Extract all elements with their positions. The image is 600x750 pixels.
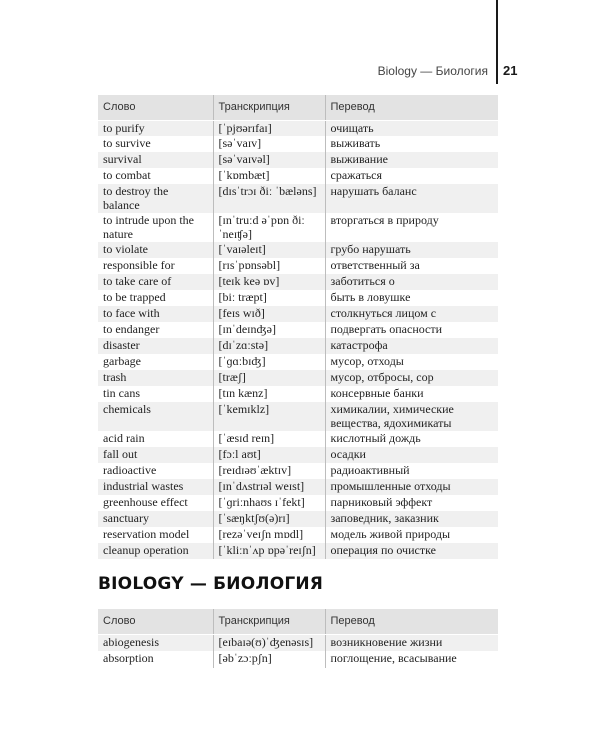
section-heading-biology: BIOLOGY — БИОЛОГИЯ: [98, 574, 324, 594]
cell-translation: кислотный дождь: [325, 431, 498, 447]
cell-word: fall out: [98, 447, 213, 463]
cell-translation: сражаться: [325, 168, 498, 184]
table-row: [98, 479, 498, 495]
table-header-row: [98, 609, 498, 634]
cell-word: to survive: [98, 136, 213, 152]
cell-translation: поглощение, всасывание: [325, 651, 498, 668]
table-row: [98, 120, 498, 136]
table-row: [98, 152, 498, 168]
cell-word: tin cans: [98, 386, 213, 402]
table-row: [98, 495, 498, 511]
table-row: [98, 634, 498, 651]
page-number: 21: [503, 63, 518, 78]
cell-word: to combat: [98, 168, 213, 184]
table-row: [98, 242, 498, 258]
table-row: [98, 431, 498, 447]
cell-transcription: [biː træpt]: [213, 290, 325, 306]
table-row: [98, 338, 498, 354]
cell-translation: выживать: [325, 136, 498, 152]
cell-transcription: [ˈæsɪd reɪn]: [213, 431, 325, 447]
header-vertical-rule: [496, 0, 498, 84]
cell-word: greenhouse effect: [98, 495, 213, 511]
table-row: [98, 258, 498, 274]
cell-transcription: [ˈkɒmbæt]: [213, 168, 325, 184]
cell-translation: химикалии, химические вещества, ядохимикаты: [325, 402, 498, 431]
cell-transcription: [səˈvaɪvəl]: [213, 152, 325, 168]
cell-transcription: [ˈvaɪəleɪt]: [213, 242, 325, 258]
cell-translation: заботиться о: [325, 274, 498, 290]
column-header-word: Слово: [98, 609, 213, 634]
cell-translation: очищать: [325, 120, 498, 136]
table-row: [98, 370, 498, 386]
column-header-transcription: Транскрипция: [213, 609, 325, 634]
cell-translation: выживание: [325, 152, 498, 168]
cell-translation: радиоактивный: [325, 463, 498, 479]
running-head-title: Biology — Биология: [377, 64, 488, 78]
cell-word: abiogenesis: [98, 634, 213, 651]
cell-word: to take care of: [98, 274, 213, 290]
table-row: [98, 213, 498, 242]
table-row: [98, 402, 498, 431]
table-row: [98, 354, 498, 370]
cell-word: garbage: [98, 354, 213, 370]
cell-translation: промышленные отходы: [325, 479, 498, 495]
cell-word: to be trapped: [98, 290, 213, 306]
cell-transcription: [ɪnˈtruːd əˈpɒn ðiː ˈneɪʧə]: [213, 213, 325, 242]
cell-word: to face with: [98, 306, 213, 322]
table-row: [98, 527, 498, 543]
table-row: [98, 447, 498, 463]
cell-word: chemicals: [98, 402, 213, 431]
vocabulary-table-biology: [98, 609, 498, 668]
cell-word: to intrude upon the nature: [98, 213, 213, 242]
cell-translation: катастрофа: [325, 338, 498, 354]
cell-word: to destroy the balance: [98, 184, 213, 213]
table-row: [98, 386, 498, 402]
column-header-translation: Перевод: [325, 95, 498, 120]
column-header-transcription: Транскрипция: [213, 95, 325, 120]
cell-transcription: [rezəˈveɪʃn mɒdl]: [213, 527, 325, 543]
cell-word: survival: [98, 152, 213, 168]
cell-translation: нарушать баланс: [325, 184, 498, 213]
cell-word: sanctuary: [98, 511, 213, 527]
cell-word: reservation model: [98, 527, 213, 543]
cell-transcription: [ˈkliːnˈʌp ɒpəˈreɪʃn]: [213, 543, 325, 559]
cell-translation: подвергать опасности: [325, 322, 498, 338]
cell-word: industrial wastes: [98, 479, 213, 495]
cell-transcription: [əbˈzɔːpʃn]: [213, 651, 325, 668]
cell-translation: осадки: [325, 447, 498, 463]
cell-transcription: [teɪk keə ɒv]: [213, 274, 325, 290]
column-header-word: Слово: [98, 95, 213, 120]
cell-transcription: [ˈsæŋktʃʊ(ə)rɪ]: [213, 511, 325, 527]
cell-transcription: [ˈkemɪklz]: [213, 402, 325, 431]
table-row: [98, 290, 498, 306]
cell-transcription: [səˈvaɪv]: [213, 136, 325, 152]
cell-transcription: [fɔːl aʊt]: [213, 447, 325, 463]
cell-transcription: [ˈɡriːnhaʊs ɪˈfekt]: [213, 495, 325, 511]
cell-translation: вторгаться в природу: [325, 213, 498, 242]
cell-transcription: [dɪˈzɑːstə]: [213, 338, 325, 354]
table-row: [98, 322, 498, 338]
table-row: [98, 274, 498, 290]
table-row: [98, 543, 498, 559]
cell-word: cleanup operation: [98, 543, 213, 559]
cell-transcription: [dɪsˈtrɔɪ ðiː ˈbæləns]: [213, 184, 325, 213]
cell-word: absorption: [98, 651, 213, 668]
cell-transcription: [eɪbaɪə(ʊ)ˈʤenəsɪs]: [213, 634, 325, 651]
table-row: [98, 184, 498, 213]
table-row: [98, 136, 498, 152]
table-row: [98, 651, 498, 668]
cell-transcription: [feɪs wɪð]: [213, 306, 325, 322]
cell-translation: столкнуться лицом с: [325, 306, 498, 322]
table-row: [98, 463, 498, 479]
table-header-row: [98, 95, 498, 120]
cell-transcription: [tɪn kænz]: [213, 386, 325, 402]
table-row: [98, 168, 498, 184]
cell-transcription: [rɪsˈpɒnsəbl]: [213, 258, 325, 274]
cell-translation: мусор, отходы: [325, 354, 498, 370]
cell-translation: операция по очистке: [325, 543, 498, 559]
table-row: [98, 511, 498, 527]
cell-word: responsible for: [98, 258, 213, 274]
cell-word: to purify: [98, 120, 213, 136]
cell-translation: модель живой природы: [325, 527, 498, 543]
column-header-translation: Перевод: [325, 609, 498, 634]
cell-translation: заповедник, заказник: [325, 511, 498, 527]
cell-transcription: [træʃ]: [213, 370, 325, 386]
cell-word: to endanger: [98, 322, 213, 338]
cell-transcription: [ˈɡɑːbɪʤ]: [213, 354, 325, 370]
cell-translation: грубо нарушать: [325, 242, 498, 258]
cell-translation: быть в ловушке: [325, 290, 498, 306]
cell-transcription: [ˈpjʊərɪfaɪ]: [213, 120, 325, 136]
table-row: [98, 306, 498, 322]
cell-word: acid rain: [98, 431, 213, 447]
cell-translation: возникновение жизни: [325, 634, 498, 651]
vocabulary-table-main: [98, 95, 498, 559]
cell-transcription: [reɪdɪəʊˈæktɪv]: [213, 463, 325, 479]
cell-translation: консервные банки: [325, 386, 498, 402]
cell-word: disaster: [98, 338, 213, 354]
cell-transcription: [ɪnˈdʌstrɪəl weɪst]: [213, 479, 325, 495]
cell-word: radioactive: [98, 463, 213, 479]
cell-transcription: [ɪnˈdeɪnʤə]: [213, 322, 325, 338]
cell-translation: мусор, отбросы, сор: [325, 370, 498, 386]
cell-word: to violate: [98, 242, 213, 258]
cell-translation: парниковый эффект: [325, 495, 498, 511]
cell-translation: ответственный за: [325, 258, 498, 274]
cell-word: trash: [98, 370, 213, 386]
